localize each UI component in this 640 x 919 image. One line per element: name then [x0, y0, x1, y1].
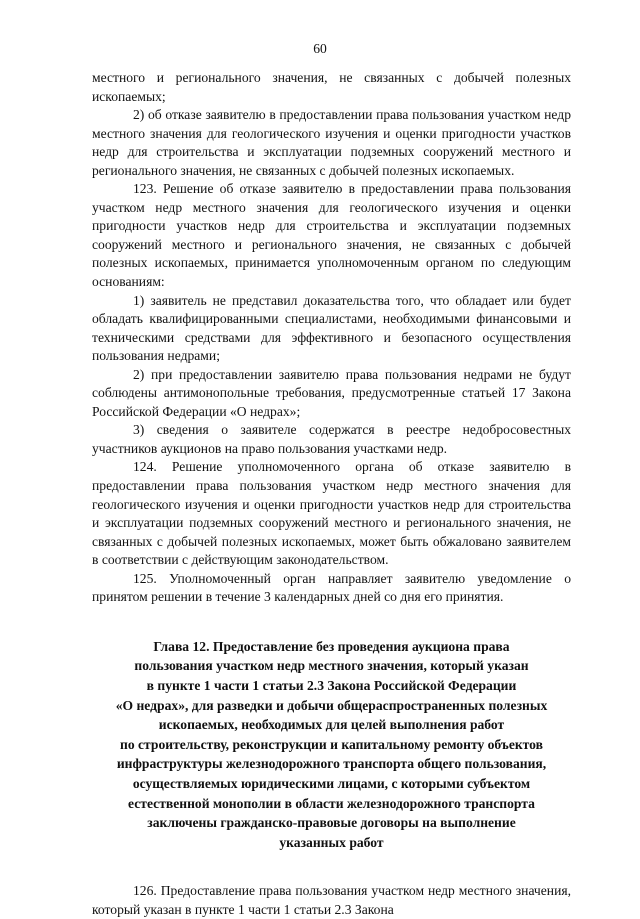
heading-line: инфраструктуры железнодорожного транспорта общего пользования, [116, 756, 547, 772]
heading-line: пользования участком недр местного значения, который указан [134, 658, 529, 674]
list-item-refusal-2: 2) об отказе заявителю в предоставлении права пользования участком недр местного значения для геологического изучения и оценки пригодности участков недр для строительства и эксплуатации подземных сооружений местного и регионального значения, не связанных с добычей полезных ископаемых. [92, 107, 571, 178]
heading-line: осуществляемых юридическими лицами, с которыми субъектом [132, 776, 531, 792]
list-item-ground-2: 2) при предоставлении заявителю права пользования недрами не будут соблюдены антимонопольные требования, предусмотренные статьей 17 Закона Российской Федерации «О недрах»; [92, 366, 571, 419]
paragraph-continuation: местного и регионального значения, не связанных с добычей полезных ископаемых; [92, 70, 571, 104]
list-item-ground-3: 3) сведения о заявителе содержатся в реестре недобросовестных участников аукционов на право пользования участками недр. [92, 422, 571, 456]
heading-line: указанных работ [279, 834, 384, 850]
paragraph-126: 126. Предоставление права пользования участком недр местного значения, который указан в пункте 1 части 1 статьи 2.3 Закона [92, 883, 571, 917]
heading-line: Глава 12. Предоставление без проведения аукциона права [153, 638, 510, 654]
heading-line: заключены гражданско-правовые договоры на выполнение [147, 815, 516, 831]
document-body [92, 69, 571, 919]
chapter-12-heading [92, 637, 571, 853]
paragraph-125: 125. Уполномоченный орган направляет заявителю уведомление о принятом решении в течение 3 календарных дней со дня его принятия. [92, 570, 571, 605]
heading-line: «О недрах», для разведки и добычи общераспространенных полезных [115, 697, 548, 713]
heading-line: по строительству, реконструкции и капитальному ремонту объектов [120, 736, 543, 752]
paragraph-123: 123. Решение об отказе заявителю в предоставлении права пользования участком недр местного значения для геологического изучения и оценки пригодности участков недр для строительства и эксплуатации подземных сооружений местного и регионального значения, не связанных с добычей полезных ископаемых, принимается уполномоченным органом по следующим основаниям: [92, 181, 571, 290]
heading-line: в пункте 1 части 1 статьи 2.3 Закона Российской Федерации [146, 678, 517, 694]
heading-line: ископаемых, необходимых для целей выполнения работ [158, 717, 505, 733]
heading-line: естественной монополии в области железнодорожного транспорта [128, 795, 535, 811]
paragraph-124: 124. Решение уполномоченного органа об отказе заявителю в предоставлении права пользования участком недр местного значения для геологического изучения и оценки пригодности участков недр для строительства и эксплуатации подземных сооружений местного и регионального значения, не связанных с добычей полезных ископаемых, может быть обжаловано заявителем в соответствии с действующим законодательством. [92, 459, 571, 568]
list-item-ground-1: 1) заявитель не представил доказательства того, что обладает или будет обладать квалифицированными специалистами, необходимыми финансовыми и техническими средствами для эффективного и безопасного осуществления пользования недрами; [92, 292, 571, 364]
page-number: 60 [313, 41, 327, 56]
